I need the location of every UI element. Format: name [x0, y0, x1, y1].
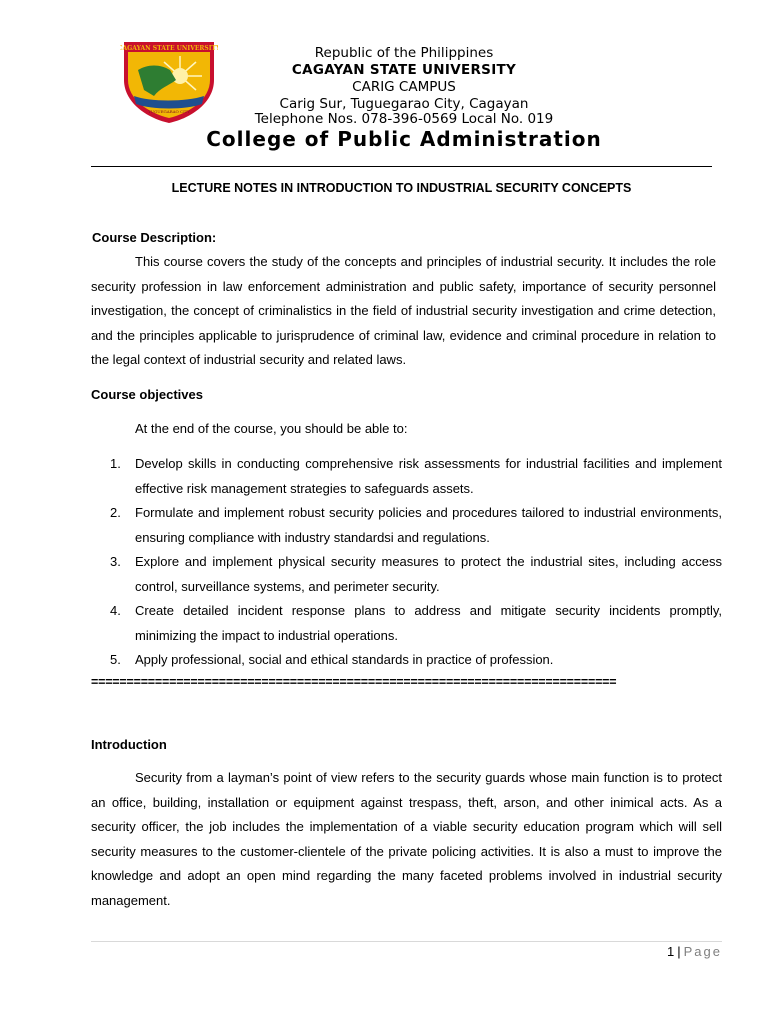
page-footer	[667, 944, 722, 959]
page-number: 1	[667, 944, 675, 959]
objective-number: 3.	[110, 554, 121, 569]
objective-text: Develop skills in conducting comprehensive risk assessments for industrial facilities and implement effective risk management strategies to safeguards assets.	[135, 456, 722, 496]
objective-text: Apply professional, social and ethical standards in practice of profession.	[135, 652, 554, 667]
objective-text: Formulate and implement robust security policies and procedures tailored to industrial environments, ensuring compliance with industry standardsi and regulations.	[135, 505, 722, 545]
objective-number: 2.	[110, 505, 121, 520]
objective-text: Create detailed incident response plans to address and mitigate security incidents promptly, minimizing the impact to industrial operations.	[135, 603, 722, 643]
footer-separator: |	[677, 944, 681, 959]
objective-number: 1.	[110, 456, 121, 471]
page-label: Page	[683, 944, 722, 959]
objective-item	[110, 452, 722, 501]
college-name: College of Public Administration	[206, 127, 602, 151]
objective-number: 5.	[110, 652, 121, 667]
university-seal-logo	[120, 40, 218, 124]
footer-divider	[91, 941, 722, 942]
header-country: Republic of the Philippines	[314, 45, 494, 61]
objective-item	[110, 550, 722, 599]
course-objectives-heading: Course objectives	[91, 387, 203, 402]
section-separator: ==========================================================================	[91, 675, 617, 689]
header-address: Carig Sur, Tuguegarao City, Cagayan	[279, 96, 529, 112]
objective-number: 4.	[110, 603, 121, 618]
seal-lettering: CAGAYAN STATE UNIVERSITY	[120, 45, 218, 52]
header-university: CAGAYAN STATE UNIVERSITY	[291, 62, 517, 78]
course-description-heading: Course Description:	[92, 230, 217, 245]
objectives-list	[110, 452, 722, 673]
objective-item	[110, 648, 722, 673]
objective-item	[110, 501, 722, 550]
introduction-heading: Introduction	[91, 737, 167, 752]
header-divider	[91, 166, 712, 167]
svg-text:TUGUEGARAO CITY: TUGUEGARAO CITY	[147, 109, 191, 114]
header-telephone: Telephone Nos. 078-396-0569 Local No. 019	[254, 111, 554, 127]
introduction-body: Security from a layman’s point of view refers to the security guards whose main function is to protect an office, building, installation or equipment against trespass, theft, arson, and other inimical acts. As a security officer, the job includes the implementation of a viable security education program which will sell security measures to the customer-clientele of the private policing activities. It is also a must to improve the knowledge and adopt an open mind regarding the many faceted problems involved in industrial security management.	[91, 770, 722, 908]
header-campus: CARIG CAMPUS	[352, 79, 456, 95]
objective-text: Explore and implement physical security measures to protect the industrial sites, including access control, surveillance systems, and perimeter security.	[135, 554, 722, 594]
objective-item	[110, 599, 722, 648]
course-description-body: This course covers the study of the concepts and principles of industrial security. It includes the role security profession in law enforcement administration and public safety, importance of security personnel investigation, the concept of criminalistics in the field of industrial security investigation and crime detection, and the principles applicable to jurisprudence of criminal law, evidence and criminal procedure in relation to the legal context of industrial security and related laws.	[91, 254, 716, 367]
document-title: LECTURE NOTES IN INTRODUCTION TO INDUSTRIAL SECURITY CONCEPTS	[171, 181, 632, 195]
objectives-lead-text: At the end of the course, you should be able to:	[135, 421, 408, 436]
